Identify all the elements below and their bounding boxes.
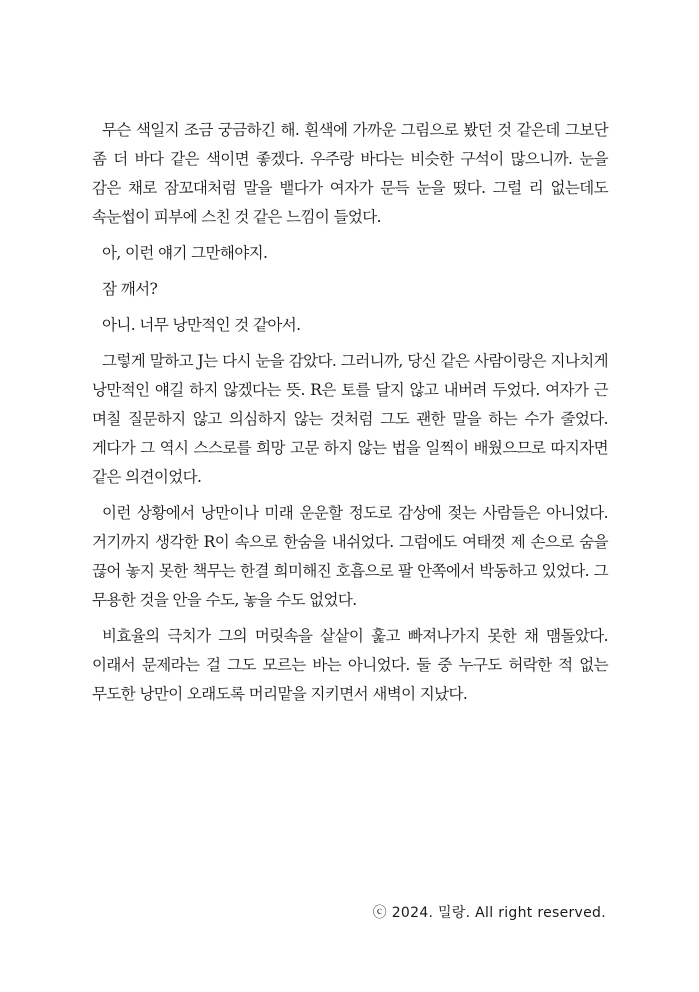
paragraph: 잠 깨서? (102, 280, 158, 298)
paragraph: 아니. 너무 낭만적인 것 같아서. (102, 316, 301, 334)
copyright-footer: ⓒ 2024. 밀랑. All right reserved. (372, 905, 606, 921)
paragraph: 비효율의 극치가 그의 머릿속을 샅샅이 훑고 빠져나가지 못한 채 맴돌았다. 이래서 문제라는 걸 그도 모르는 바는 아니었다. 둘 중 누구도 허락한 적 없는 무도한 낭만이 오래도록 머리맡을 지키면서 새벽이 지났다. (92, 627, 608, 703)
paragraph: 무슨 색일지 조금 궁금하긴 해. 흰색에 가까운 그림으로 봤던 것 같은데 그보단 좀 더 바다 같은 색이면 좋겠다. 우주랑 바다는 비슷한 구석이 많으니까. 눈을 감은 채로 잠꼬대처럼 말을 뱉다가 여자가 문득 눈을 떴다. 그럴 리 없는데도 속눈썹이 피부에 스친 것 같은 느낌이 들었다. (92, 121, 608, 226)
paragraph: 이런 상황에서 낭만이나 미래 운운할 정도로 감상에 젖는 사람들은 아니었다. 거기까지 생각한 R이 속으로 한숨을 내쉬었다. 그럼에도 여태껏 제 손으로 숨을 끊어 놓지 못한 책무는 한결 희미해진 호흡으로 팔 안쪽에서 박동하고 있었다. 그 무용한 것을 안을 수도, 놓을 수도 없었다. (92, 504, 608, 609)
body-text (92, 116, 608, 716)
paragraph: 그렇게 말하고 J는 다시 눈을 감았다. 그러니까, 당신 같은 사람이랑은 지나치게 낭만적인 얘길 하지 않겠다는 뜻. R은 토를 달지 않고 내버려 두었다. 여자가 근 며칠 질문하지 않고 의심하지 않는 것처럼 그도 괜한 말을 하는 수가 줄었다. 게다가 그 역시 스스로를 희망 고문 하지 않는 법을 일찍이 배웠으므로 따지자면 같은 의견이었다. (92, 352, 608, 486)
paragraph: 아, 이런 얘기 그만해야지. (102, 244, 268, 262)
